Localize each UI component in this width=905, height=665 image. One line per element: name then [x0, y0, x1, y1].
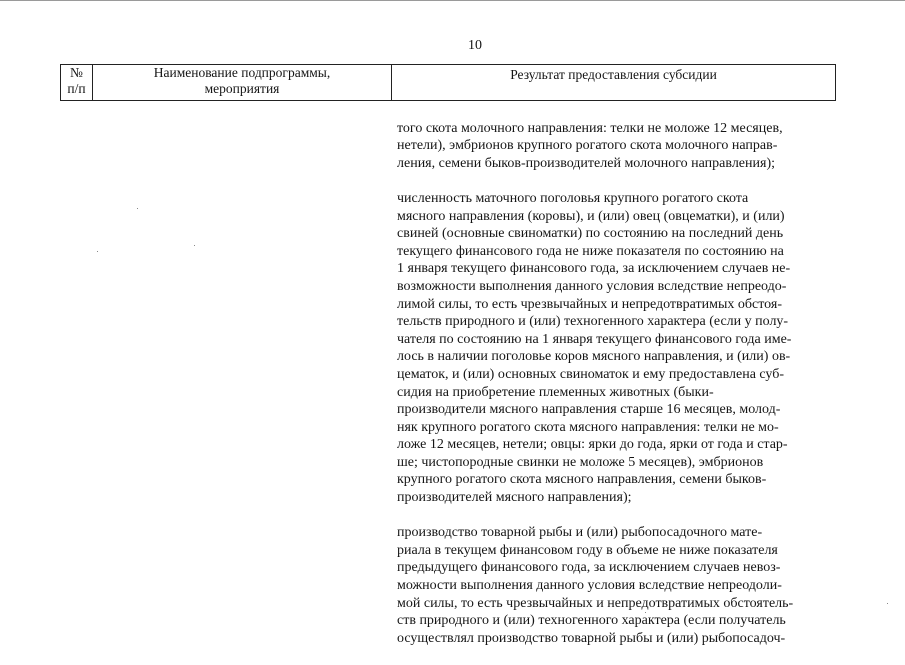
column-number-label: № п/п [67, 65, 86, 96]
column-result-header [392, 65, 836, 101]
column-result-label: Результат предоставления субсидии [510, 67, 717, 82]
table-header [60, 64, 836, 101]
scan-speck [194, 245, 195, 246]
scan-speck [97, 251, 98, 252]
result-text-block [397, 102, 832, 665]
paragraph-3: производство товарной рыбы и (или) рыбопосадочного мате- риала в текущем финансовом году в объеме не ниже показателя предыдущего финансового года, за исключением случаев невоз- можности выполнения данного условия вследствие непреодоли- мой силы, то есть чрезвычайных и непредотвратимых обстоятель- ств природного и (или) техногенного характера (если получатель осуществлял производство товарной рыбы и (или) рыбопосадоч- [397, 525, 794, 646]
scan-speck [645, 612, 646, 613]
paragraph-1: того скота молочного направления: телки не моложе 12 месяцев, нетели), эмбрионов крупного рогатого скота молочного направ- ления, семени быков-производителей молочного направления); [397, 120, 783, 171]
column-name-header [93, 65, 392, 101]
paragraph-2: численность маточного поголовья крупного рогатого скота мясного направления (коровы), и (или) овец (овцематки), и (или) свиней (основные свиноматки) по состоянию на последний день текущего финансового года не ниже показателя по состоянию на 1 января текущего финансового года, за исключением случаев не- возможности выполнения данного условия вследствие непреодо- лимой силы, то есть чрезвычайных и непредотвратимых обстоя- тельств природного и (или) техногенного характера (если у полу- чателя по состоянию на 1 января текущего финансового года име- лось в наличии поголовье коров мясного направления, и (или) ов- цематок, и (или) основных свиноматок и ему предоставлена суб- сидия на приобретение племенных животных (быки- производители мясного направления старше 16 месяцев, молод- няк крупного рогатого скота мясного направления: телки не мо- ложе 12 месяцев, нетели; овцы: ярки до года, ярки от года и стар- ше; чистопородные свинки не моложе 5 месяцев), эмбрионов крупного рогатого скота мясного направления, семени быков- производителей мясного направления); [397, 190, 792, 506]
column-name-label: Наименование подпрограммы, мероприятия [153, 65, 331, 96]
page-number: 10 [468, 38, 482, 53]
page-top-edge [0, 0, 905, 1]
scan-speck [137, 208, 138, 209]
column-number-header [61, 65, 93, 101]
scan-speck [887, 603, 888, 604]
